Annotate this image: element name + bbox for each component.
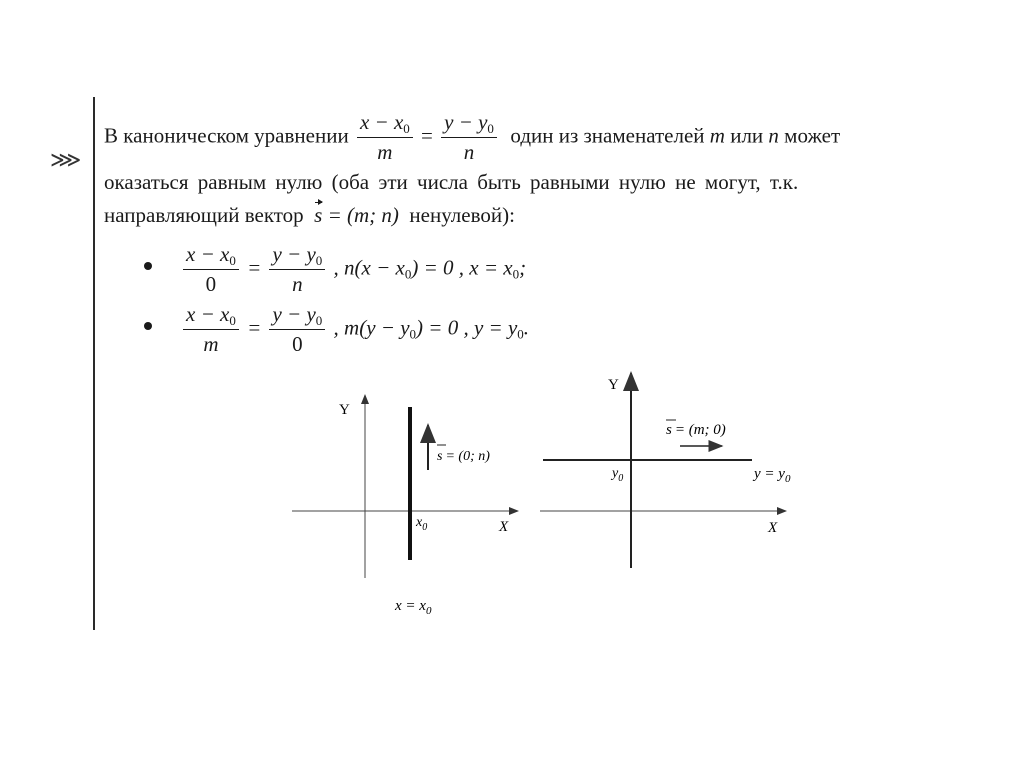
text-line-2: оказаться равным нулю (оба эти числа быть равными нулю не могут, т.к. [104,170,799,194]
x-axis-label: X [768,520,778,536]
bullet-equation-2: $\frac{x - x_0}{m}$ = $\frac{y - y_0}{0}$ , $m(y - y_0) = 0$ , $y = y_0$. [180,304,529,355]
graph-vertical-line [292,395,518,617]
text-segment: может [784,123,841,148]
vector-label: s = (m; 0) [666,422,726,438]
graph-caption: $x = x_0$ [395,598,432,617]
fraction: $\frac{x - x_0}{m}$ [357,112,413,163]
y-axis-label: Y [339,402,350,418]
y0-label: $y_0$ [612,466,624,484]
fraction: $\frac{x - x_0}{0}$ [183,244,239,295]
equals-sign: = [247,315,262,340]
vector-formula: = (m; n) [327,203,399,227]
y-axis-label: Y [608,377,619,393]
triple-chevron-icon: ⋙ [50,148,79,173]
text-segment: или [730,123,764,148]
var-n: n [768,123,779,148]
text-segment: ненулевой): [409,203,515,227]
vector-s: s [314,203,323,227]
fraction: $\frac{y - y_0}{n}$ [441,112,497,163]
x0-label: $x_0$ [416,515,428,533]
var-m: m [709,123,725,148]
fraction: $\frac{y - y_0}{n}$ [269,244,325,295]
fraction: $\frac{x - x_0}{m}$ [183,304,239,355]
bullet-equation-1: $\frac{x - x_0}{0}$ = $\frac{y - y_0}{n}$ , $n(x - x_0) = 0$ , $x = x_0$; [180,244,526,295]
graph-horizontal-line [540,373,791,568]
vector-label: s = (0; n) [437,449,490,464]
equals-sign: = [247,255,262,280]
text-segment: один из знаменателей [510,123,705,148]
line-label: $y = y_0$ [754,466,791,485]
x-axis-label: X [499,519,509,535]
text-segment: В каноническом уравнении [104,123,349,148]
fraction: $\frac{y - y_0}{0}$ [269,304,325,355]
text-segment: направляющий вектор [104,203,304,227]
equals-sign: = [421,123,433,148]
